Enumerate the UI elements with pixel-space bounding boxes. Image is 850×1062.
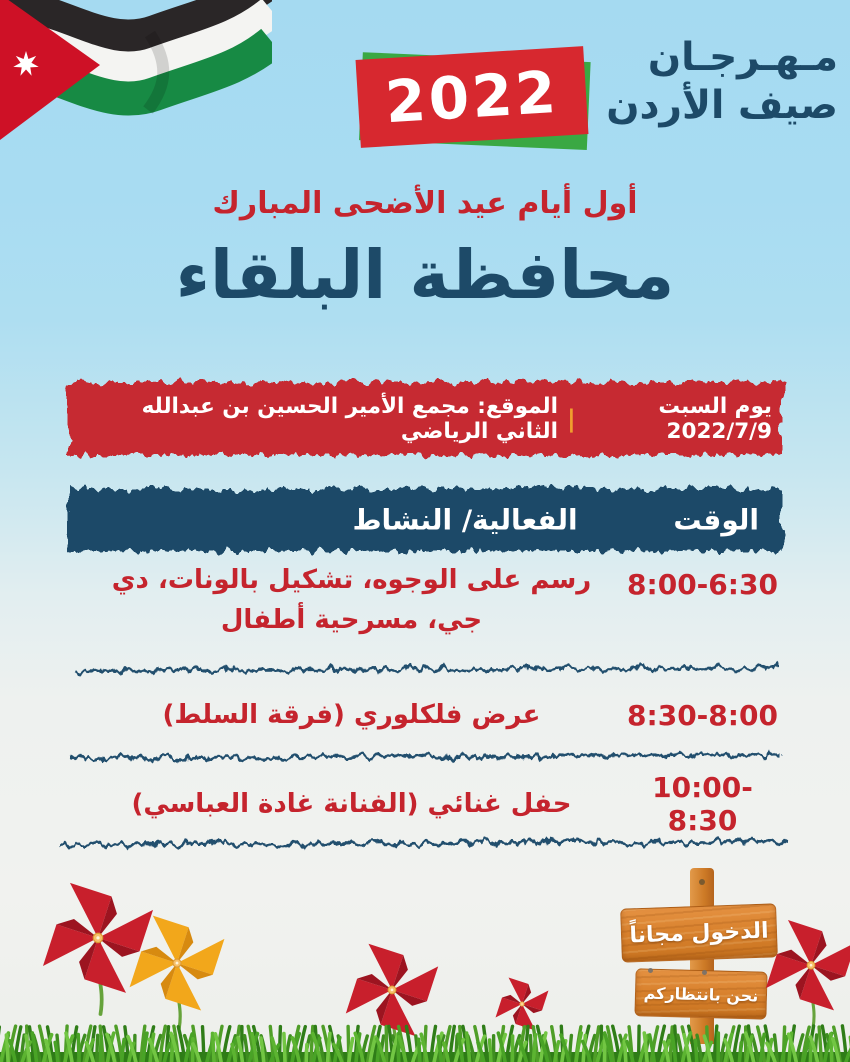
row-time: 8:00-6:30 — [627, 568, 778, 601]
sign-nail — [702, 970, 707, 975]
schedule-header — [65, 489, 785, 551]
event-date: يوم السبت 2022/7/9 — [658, 393, 772, 444]
row-activity: رسم على الوجوه، تشكيل بالونات، دي جي، مسرحية أطفال — [111, 565, 592, 636]
occasion-subtitle: أول أيام عيد الأضحى المبارك — [212, 186, 638, 221]
festival-title-line1: مـهـرجـان — [647, 35, 838, 80]
row-time: 10:00-8:30 — [652, 771, 753, 837]
header-time-label: الوقت — [673, 503, 759, 537]
row-time: 8:30-8:00 — [627, 698, 778, 732]
date-location-banner — [78, 382, 772, 455]
sign-bottom-text: نحن بانتظاركم — [643, 983, 759, 1005]
sign-board-top — [620, 903, 778, 962]
separator-bar: | — [567, 404, 576, 433]
row-separator-lines — [60, 668, 786, 845]
row-activity: حفل غنائي (الفنانة غادة العباسي) — [131, 788, 572, 819]
grass-strip — [0, 998, 850, 1062]
festival-title-line2: صيف الأردن — [606, 82, 838, 128]
sign-nail — [648, 968, 653, 973]
sign-top-text: الدخول مجاناً — [629, 918, 769, 948]
header-activity-label: الفعالية/ النشاط — [352, 503, 578, 537]
governorate-title: محافظة البلقاء — [175, 236, 675, 314]
row-activity: عرض فلكلوري (فرقة السلط) — [162, 699, 541, 730]
year-text: 2022 — [383, 57, 561, 137]
sign-post-screw — [699, 879, 705, 885]
event-location: الموقع: مجمع الأمير الحسين بن عبدالله الثاني الرياضي — [141, 393, 558, 444]
